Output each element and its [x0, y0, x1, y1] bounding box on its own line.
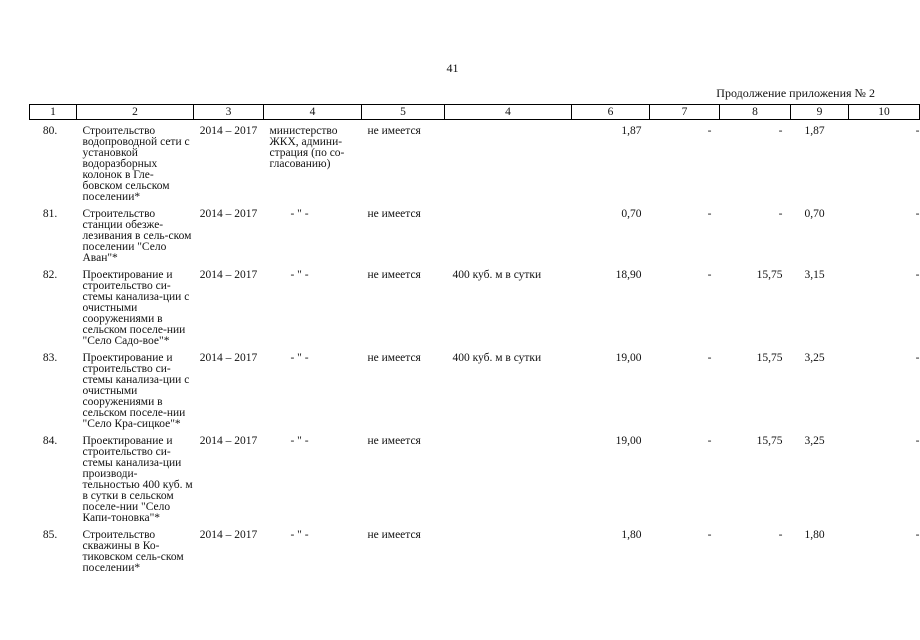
column-8-value: 15,75 [756, 352, 783, 364]
total-amount: 18,90 [615, 269, 642, 281]
table-row [30, 530, 920, 580]
col-header-3: 3 [194, 105, 264, 120]
documentation: не имеется [367, 208, 421, 220]
documentation: не имеется [367, 269, 421, 281]
column-9-value: 3,25 [804, 435, 825, 447]
table-row [30, 120, 920, 210]
capacity: 400 куб. м в сутки [452, 269, 542, 281]
col-header-6: 4 [445, 105, 572, 120]
column-10-value: - [915, 269, 920, 281]
col-header-10: 9 [791, 105, 849, 120]
total-amount: 19,00 [615, 435, 642, 447]
col-header-2: 2 [77, 105, 194, 120]
years: 2014 – 2017 [199, 529, 258, 541]
capacity [445, 120, 572, 210]
executor-ditto: - " - [290, 352, 309, 364]
executor-ditto: - " - [290, 435, 309, 447]
capacity [445, 209, 572, 270]
years: 2014 – 2017 [199, 125, 258, 137]
documentation: не имеется [367, 125, 421, 137]
column-7-value: - [707, 208, 712, 220]
total-amount: 1,87 [621, 125, 642, 137]
executor: министерство ЖКХ, админи-страция (по со-гласованию) [269, 125, 345, 170]
col-header-4: 4 [264, 105, 362, 120]
row-number: 82. [42, 269, 58, 281]
measure-name: Проектирование и строительство си-стемы канализа-ции с очистными сооружениями в сельском поселе-нии "Село Садо-вое"* [82, 269, 190, 347]
column-9-value: 1,87 [804, 125, 825, 137]
capacity [445, 436, 572, 530]
years: 2014 – 2017 [199, 352, 258, 364]
column-10-value: - [915, 435, 920, 447]
table-row [30, 270, 920, 353]
column-9-value: 3,15 [804, 269, 825, 281]
years: 2014 – 2017 [199, 269, 258, 281]
row-number: 81. [42, 208, 58, 220]
column-8-value: - [778, 529, 783, 541]
col-header-9: 8 [720, 105, 791, 120]
appendix-table [29, 104, 920, 580]
executor-ditto: - " - [290, 269, 309, 281]
measure-name: Строительство скважины в Ко-тиковском сель-ском поселении* [82, 529, 184, 574]
total-amount: 0,70 [621, 208, 642, 220]
header-row [30, 105, 920, 120]
measure-name: Строительство водопроводной сети с установкой водоразборных колонок в Гле-бовском сельском поселении* [82, 125, 190, 203]
capacity: 400 куб. м в сутки [452, 352, 542, 364]
documentation: не имеется [367, 352, 421, 364]
page-number: 41 [446, 61, 459, 75]
column-10-value: - [915, 529, 920, 541]
column-8-value: 15,75 [756, 435, 783, 447]
column-8-value: 15,75 [756, 269, 783, 281]
col-header-5: 5 [362, 105, 445, 120]
column-10-value: - [915, 208, 920, 220]
capacity [445, 530, 572, 580]
row-number: 80. [42, 125, 58, 137]
total-amount: 19,00 [615, 352, 642, 364]
measure-name: Проектирование и строительство си-стемы канализа-ции с очистными сооружениями в сельском поселе-нии "Село Кра-сицкое"* [82, 352, 190, 430]
total-amount: 1,80 [621, 529, 642, 541]
col-header-7: 6 [572, 105, 650, 120]
row-number: 83. [42, 352, 58, 364]
column-8-value: - [778, 125, 783, 137]
table-row [30, 209, 920, 270]
column-10-value: - [915, 125, 920, 137]
column-9-value: 0,70 [804, 208, 825, 220]
column-7-value: - [707, 435, 712, 447]
executor-ditto: - " - [290, 208, 309, 220]
measure-name: Строительство станции обезже-лезивания в сель-ском поселении "Село Аван"* [82, 208, 192, 264]
column-8-value: - [778, 208, 783, 220]
column-9-value: 1,80 [804, 529, 825, 541]
column-9-value: 3,25 [804, 352, 825, 364]
row-number: 84. [42, 435, 58, 447]
table-row [30, 353, 920, 436]
years: 2014 – 2017 [199, 208, 258, 220]
column-7-value: - [707, 125, 712, 137]
years: 2014 – 2017 [199, 435, 258, 447]
table-row [30, 436, 920, 530]
column-7-value: - [707, 529, 712, 541]
column-7-value: - [707, 269, 712, 281]
column-7-value: - [707, 352, 712, 364]
col-header-1: 1 [30, 105, 77, 120]
continuation-caption: Продолжение приложения № 2 [716, 86, 875, 100]
column-10-value: - [915, 352, 920, 364]
documentation: не имеется [367, 435, 421, 447]
executor-ditto: - " - [290, 529, 309, 541]
measure-name: Проектирование и строительство си-стемы канализа-ции производи-тельностью 400 куб. м в сутки в сельском поселе-нии "Село Капи-тоновка"* [82, 435, 193, 524]
col-header-8: 7 [650, 105, 720, 120]
documentation: не имеется [367, 529, 421, 541]
col-header-11: 10 [849, 105, 920, 120]
row-number: 85. [42, 529, 58, 541]
